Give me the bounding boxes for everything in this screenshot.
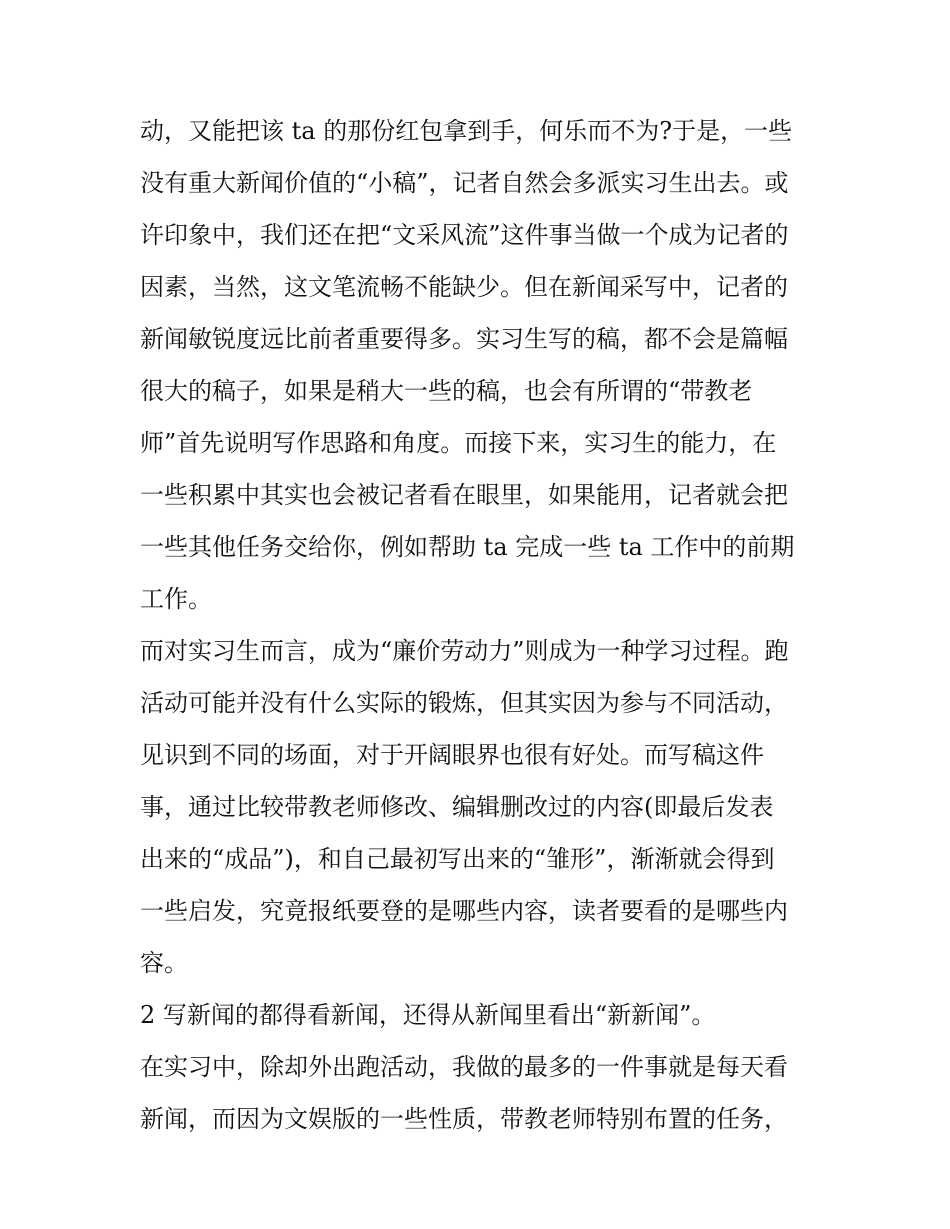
text-line: 事，通过比较带教老师修改、编辑删改过的内容(即最后发表 bbox=[140, 793, 774, 821]
text-line: 一些其他任务交给你，例如帮助 ta 完成一些 ta 工作中的前期 bbox=[140, 533, 795, 561]
text-line: 而对实习生而言，成为“廉价劳动力”则成为一种学习过程。跑 bbox=[140, 637, 789, 665]
text-line: 在实习中，除却外出跑活动，我做的最多的一件事就是每天看 bbox=[140, 1053, 788, 1081]
text-line: 见识到不同的场面，对于开阔眼界也很有好处。而写稿这件 bbox=[140, 741, 764, 769]
text-line: 新闻，而因为文娱版的一些性质，带教老师特别布置的任务， bbox=[140, 1105, 788, 1133]
text-line: 出来的“成品”)，和自己最初写出来的“雏形”，渐渐就会得到 bbox=[140, 845, 775, 873]
text-line: 许印象中，我们还在把“文采风流”这件事当做一个成为记者的 bbox=[140, 221, 789, 249]
text-line: 动，又能把该 ta 的那份红包拿到手，何乐而不为?于是，一些 bbox=[140, 117, 793, 145]
text-line: 师”首先说明写作思路和角度。而接下来，实习生的能力，在 bbox=[140, 429, 777, 457]
text-line: 容。 bbox=[140, 949, 188, 977]
section-heading: 2 写新闻的都得看新闻，还得从新闻里看出“新新闻”。 bbox=[140, 1001, 716, 1029]
text-line: 一些启发，究竟报纸要登的是哪些内容，读者要看的是哪些内 bbox=[140, 897, 788, 925]
text-line: 因素，当然，这文笔流畅不能缺少。但在新闻采写中，记者的 bbox=[140, 273, 788, 301]
document-body bbox=[140, 108, 820, 1148]
text-line: 很大的稿子，如果是稍大一些的稿，也会有所谓的“带教老 bbox=[140, 377, 753, 405]
text-line: 新闻敏锐度远比前者重要得多。实习生写的稿，都不会是篇幅 bbox=[140, 325, 788, 353]
text-line: 工作。 bbox=[140, 585, 212, 613]
text-line: 没有重大新闻价值的“小稿”，记者自然会多派实习生出去。或 bbox=[140, 169, 789, 197]
text-line: 一些积累中其实也会被记者看在眼里，如果能用，记者就会把 bbox=[140, 481, 788, 509]
text-line: 活动可能并没有什么实际的锻炼，但其实因为参与不同活动， bbox=[140, 689, 788, 717]
